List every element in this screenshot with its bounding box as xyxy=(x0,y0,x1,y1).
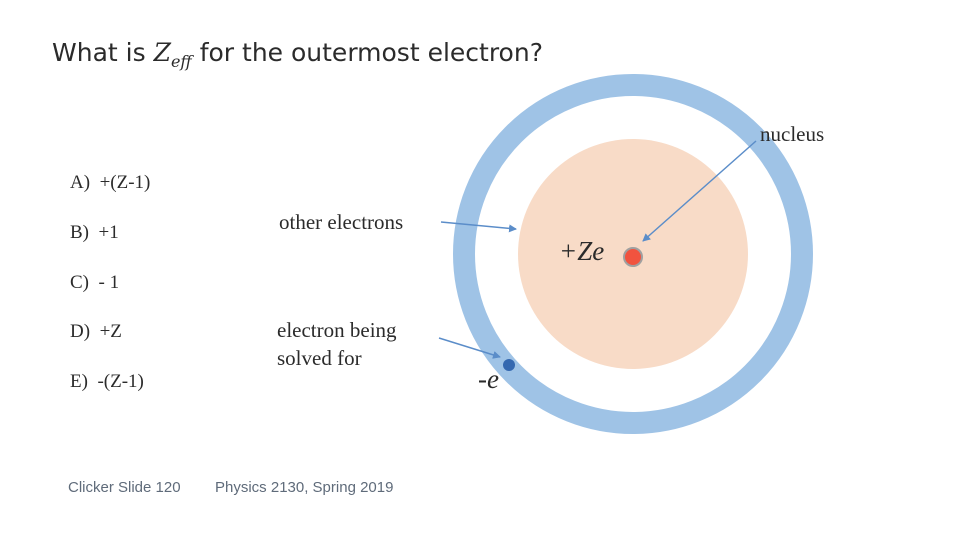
z-eff-symbol: $Z_{eff}$ xyxy=(153,38,192,71)
nucleus-charge-label: +Ze xyxy=(559,236,605,266)
course-footer: Physics 2130, Spring 2019 xyxy=(215,479,394,496)
slide-number: Clicker Slide 120 xyxy=(68,479,181,496)
choice-b[interactable]: B) +1 xyxy=(70,222,119,243)
choice-c[interactable]: C) - 1 xyxy=(70,272,120,293)
choice-e[interactable]: E) -(Z-1) xyxy=(70,371,144,392)
choice-a[interactable]: A) +(Z-1) xyxy=(70,172,151,193)
electron-charge-label: -e xyxy=(478,364,499,394)
nucleus-label: nucleus xyxy=(760,122,825,146)
other-electrons-label: other electrons xyxy=(279,210,404,234)
question-title: What is $Z_{eff}$ for the outermost electron? xyxy=(52,38,543,71)
choice-d[interactable]: D) +Z xyxy=(70,321,122,342)
outer-electron-dot xyxy=(503,359,515,371)
nucleus-dot xyxy=(624,248,642,266)
electron-solved-label: electron being solved for xyxy=(277,318,397,370)
other-electrons-arrow xyxy=(441,222,516,229)
